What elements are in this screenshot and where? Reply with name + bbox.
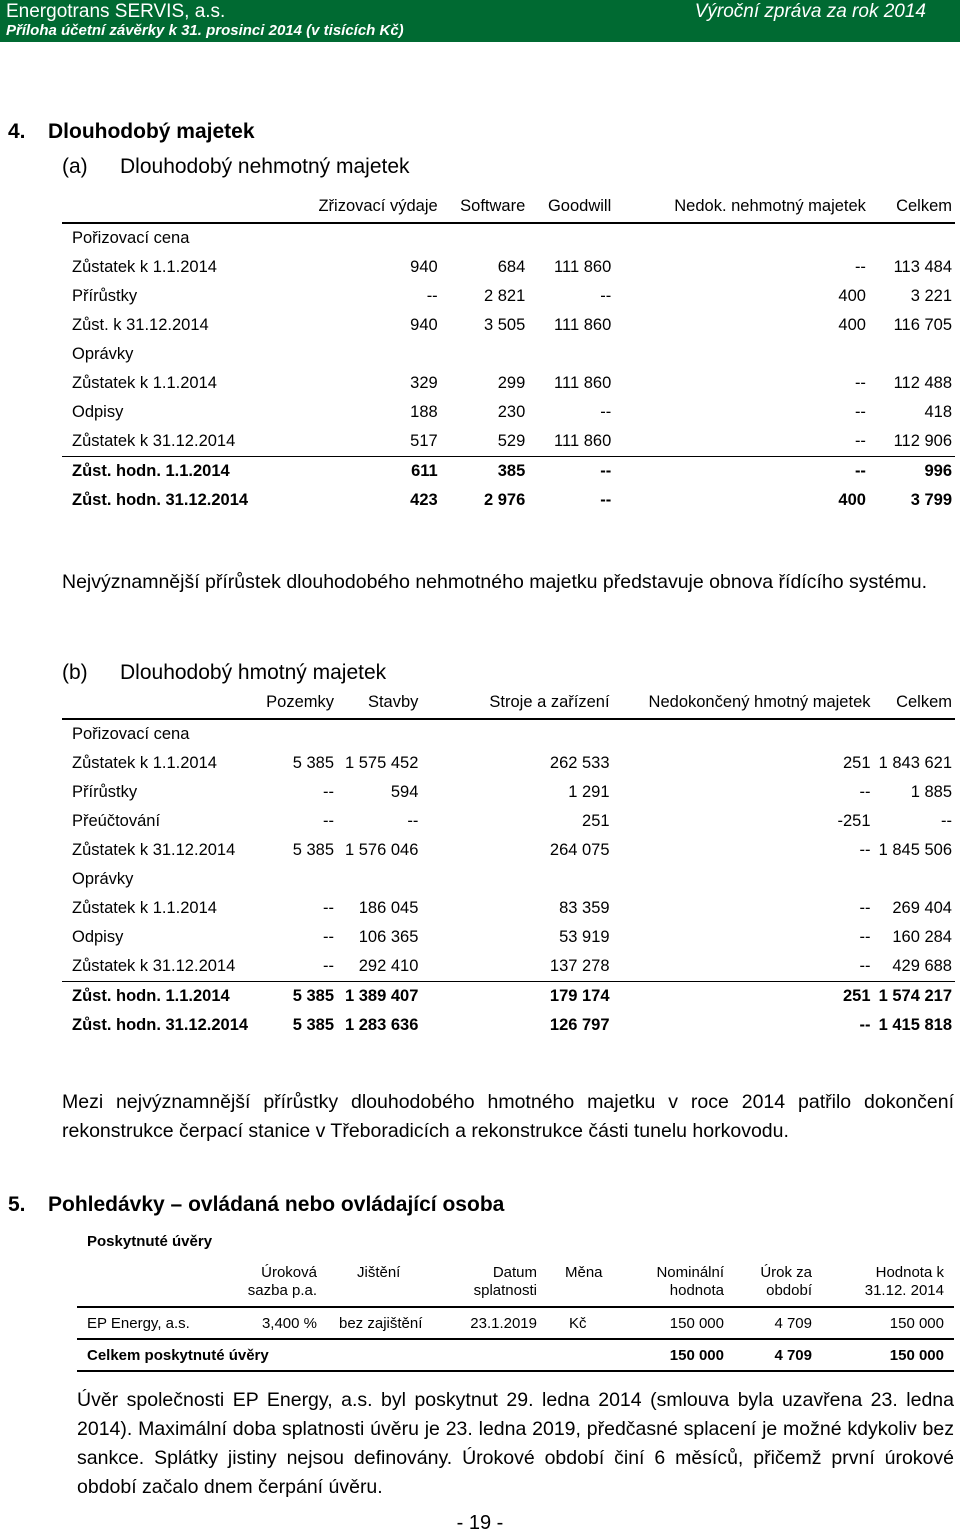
- row-label: Přírůstky: [72, 287, 138, 305]
- col-header: Goodwill: [528, 196, 614, 223]
- table-cell: 126 797: [549, 1016, 610, 1034]
- table-cell: Kč: [569, 1314, 587, 1332]
- table-cell: 251: [582, 812, 610, 830]
- table-cell: 5 385: [255, 982, 337, 1012]
- table-row: [62, 778, 955, 807]
- table-cell: --: [323, 783, 335, 801]
- table-cell: --: [323, 812, 335, 830]
- row-label: Zůst. hodn. 31.12.2014: [72, 1016, 249, 1034]
- table-cell: [874, 719, 956, 749]
- row-label: Oprávky: [72, 870, 134, 888]
- table-row: [62, 253, 955, 282]
- table-cell: [255, 719, 337, 749]
- table-cell: 2 821: [483, 287, 526, 305]
- table-cell: 179 174: [421, 982, 612, 1012]
- table-row: [62, 340, 955, 369]
- table-cell: --: [528, 457, 614, 487]
- table-cell: 611: [258, 457, 440, 487]
- table-cell: 111 860: [554, 258, 612, 276]
- table-cell: 262 533: [549, 754, 610, 772]
- table-cell: 385: [441, 457, 529, 487]
- table-cell: 150 000: [822, 1339, 954, 1371]
- subsection-b-letter: (b): [62, 661, 88, 684]
- table-cell: 517: [410, 432, 438, 450]
- table-cell: 111 860: [554, 374, 612, 392]
- table-cell: 292 410: [358, 957, 419, 975]
- loan-note: Úvěr společnosti EP Energy, a.s. byl poskytnut 29. ledna 2014 (smlouva byla uzavřena 23. ledna 2014). Maximální doba splatnosti úvěru je 23. ledna 2019, předčasné splacení je možné kdykoliv bez sankce. Splátky jistiny nejsou definovány. Úrokové období činí 6 měsíců, přičemž první úrokové období začalo dnem čerpání úvěru.: [77, 1389, 954, 1498]
- table-cell: [258, 340, 440, 369]
- table-cell: 400: [838, 316, 866, 334]
- report-title: Výroční zpráva za rok 2014: [694, 1, 926, 22]
- table-cell: 53 919: [559, 928, 610, 946]
- table-cell: 3 799: [910, 491, 952, 509]
- table-cell: --: [854, 403, 866, 421]
- table-cell: 1 389 407: [337, 982, 421, 1012]
- table-total-row: [77, 1339, 954, 1371]
- table-cell: 594: [390, 783, 419, 801]
- table-cell: -251: [837, 812, 871, 830]
- table-cell: --: [859, 1016, 871, 1034]
- col-header: Software: [441, 196, 529, 223]
- table-cell: 251: [842, 754, 871, 772]
- table-cell: [614, 223, 869, 253]
- table-cell: 3 505: [483, 316, 526, 334]
- table-cell: [613, 719, 874, 749]
- loans-table-title: Poskytnuté úvěry: [87, 1233, 213, 1250]
- table-cell: [258, 223, 440, 253]
- row-label: Zůst. hodn. 1.1.2014: [62, 982, 255, 1012]
- table-cell: 230: [497, 403, 526, 421]
- table-row: [62, 311, 955, 340]
- table-cell: [874, 865, 956, 894]
- tangible-assets-table: [62, 692, 955, 1040]
- table-cell: 106 365: [358, 928, 419, 946]
- table-cell: 1 291: [568, 783, 610, 801]
- section-4-title: Dlouhodobý majetek: [48, 120, 255, 143]
- table-cell: [421, 865, 612, 894]
- table-cell: 5 385: [292, 841, 335, 859]
- col-header: Pozemky: [255, 692, 337, 719]
- report-subtitle: Příloha účetní závěrky k 31. prosinci 2014 (v tisících Kč): [6, 22, 404, 39]
- table-cell: --: [854, 432, 866, 450]
- tangible-note: Mezi nejvýznamnější přírůstky dlouhodobého hmotného majetku v roce 2014 patřilo dokončení rekonstrukce čerpací stanice v Třeboradicích a rekonstrukce části tunelu horkovodu.: [62, 1091, 954, 1142]
- col-header: Nedok. nehmotný majetek: [614, 196, 869, 223]
- table-cell: --: [407, 812, 419, 830]
- table-cell: 2 976: [483, 491, 526, 509]
- table-cell: 1 283 636: [345, 1016, 419, 1034]
- table-header-row: [62, 692, 955, 719]
- col-header: Úroková sazba p.a.: [237, 1264, 327, 1307]
- col-header: Hodnota k 31.12. 2014: [822, 1264, 954, 1307]
- table-header-row: [77, 1264, 954, 1307]
- section-5-number: 5.: [8, 1193, 26, 1216]
- row-label: Pořizovací cena: [72, 229, 190, 247]
- table-row: [62, 749, 955, 778]
- col-header: Úrok za období: [734, 1264, 822, 1307]
- table-cell: 3 221: [910, 287, 952, 305]
- table-cell: 1 574 217: [874, 982, 956, 1012]
- table-cell: --: [859, 899, 871, 917]
- table-cell: [255, 865, 337, 894]
- col-header: Nedokončený hmotný majetek: [613, 692, 874, 719]
- col-header: Měna: [547, 1264, 629, 1307]
- table-cell: 4 709: [734, 1339, 822, 1371]
- table-row: [62, 223, 955, 253]
- page-number: - 19 -: [456, 1512, 504, 1534]
- row-label: Zůst. hodn. 1.1.2014: [62, 457, 258, 487]
- loans-table: [77, 1264, 954, 1372]
- table-row: [62, 807, 955, 836]
- table-cell: 113 484: [893, 258, 952, 276]
- table-cell: --: [600, 403, 612, 421]
- table-cell: --: [614, 457, 869, 487]
- table-cell: 4 709: [774, 1314, 812, 1332]
- table-cell: 1 415 818: [878, 1016, 952, 1034]
- table-cell: --: [854, 258, 866, 276]
- table-cell: 1 843 621: [878, 754, 952, 772]
- table-cell: [869, 223, 955, 253]
- table-cell: 251: [613, 982, 874, 1012]
- section-4-number: 4.: [8, 120, 26, 143]
- table-row: [62, 282, 955, 311]
- row-label: Pořizovací cena: [72, 725, 190, 743]
- table-cell: [613, 865, 874, 894]
- table-cell: --: [323, 928, 335, 946]
- table-cell: bez zajištění: [339, 1314, 423, 1332]
- table-cell: 150 000: [629, 1339, 734, 1371]
- table-cell: [441, 223, 529, 253]
- table-cell: 112 906: [893, 432, 952, 450]
- table-cell: --: [323, 899, 335, 917]
- table-row: [62, 457, 955, 487]
- table-cell: [337, 719, 421, 749]
- table-row: [62, 486, 955, 515]
- table-cell: [421, 719, 612, 749]
- table-row: [62, 982, 955, 1012]
- row-label: Zůstatek k 31.12.2014: [72, 432, 236, 450]
- row-label: Zůstatek k 1.1.2014: [72, 899, 217, 917]
- col-header: Stavby: [337, 692, 421, 719]
- table-cell: 1 885: [910, 783, 952, 801]
- col-header: Nominální hodnota: [629, 1264, 734, 1307]
- table-cell: --: [859, 928, 871, 946]
- table-cell: 429 688: [892, 957, 952, 975]
- table-cell: --: [859, 783, 871, 801]
- col-header: Celkem: [869, 196, 955, 223]
- table-cell: [528, 340, 614, 369]
- table-cell: 684: [497, 258, 526, 276]
- subsection-a-letter: (a): [62, 155, 88, 178]
- table-header-row: [62, 196, 955, 223]
- table-row: [62, 923, 955, 952]
- col-header: Zřizovací výdaje: [258, 196, 440, 223]
- row-label: Zůstatek k 1.1.2014: [72, 754, 217, 772]
- company-name: Energotrans SERVIS, a.s.: [6, 1, 226, 22]
- subsection-a-title: Dlouhodobý nehmotný majetek: [120, 155, 410, 178]
- table-cell: 423: [410, 491, 438, 509]
- table-cell: 83 359: [559, 899, 610, 917]
- row-label: Přírůstky: [72, 783, 138, 801]
- table-cell: 111 860: [554, 432, 612, 450]
- col-header: Datum splatnosti: [447, 1264, 547, 1307]
- section-5-title: Pohledávky – ovládaná nebo ovládající osoba: [48, 1193, 505, 1216]
- table-row: [62, 865, 955, 894]
- table-cell: --: [600, 491, 612, 509]
- table-cell: --: [323, 957, 335, 975]
- col-header: Celkem: [874, 692, 956, 719]
- table-cell: 418: [924, 403, 952, 421]
- table-cell: --: [854, 374, 866, 392]
- table-cell: 150 000: [889, 1314, 944, 1332]
- table-cell: 400: [838, 491, 866, 509]
- row-label: Zůstatek k 31.12.2014: [72, 841, 236, 859]
- table-cell: 186 045: [358, 899, 419, 917]
- table-cell: 529: [497, 432, 526, 450]
- table-row: [62, 398, 955, 427]
- table-cell: 5 385: [292, 754, 335, 772]
- table-cell: [614, 340, 869, 369]
- table-cell: --: [859, 841, 871, 859]
- table-cell: 269 404: [892, 899, 952, 917]
- table-cell: [337, 865, 421, 894]
- row-label: Zůstatek k 1.1.2014: [72, 374, 217, 392]
- table-cell: 137 278: [549, 957, 610, 975]
- table-cell: 116 705: [893, 316, 952, 334]
- table-cell: --: [600, 287, 612, 305]
- header-bar: [0, 0, 960, 42]
- row-label: Zůstatek k 31.12.2014: [72, 957, 236, 975]
- table-row: [62, 836, 955, 865]
- row-label: Přeúčtování: [72, 812, 161, 830]
- table-cell: --: [426, 287, 438, 305]
- table-cell: 400: [838, 287, 866, 305]
- table-cell: 264 075: [549, 841, 610, 859]
- table-cell: 940: [410, 258, 438, 276]
- row-label: Zůstatek k 1.1.2014: [72, 258, 217, 276]
- col-header: Jištění: [327, 1264, 447, 1307]
- table-cell: 112 488: [893, 374, 952, 392]
- table-cell: 940: [410, 316, 438, 334]
- loan-debtor: EP Energy, a.s.: [87, 1314, 190, 1332]
- table-cell: 329: [410, 374, 438, 392]
- total-label: Celkem poskytnuté úvěry: [77, 1339, 629, 1371]
- table-cell: 3,400 %: [261, 1314, 317, 1332]
- table-cell: 150 000: [669, 1314, 724, 1332]
- table-cell: 111 860: [554, 316, 612, 334]
- row-label: Zůst. k 31.12.2014: [72, 316, 209, 334]
- table-cell: 1 576 046: [345, 841, 419, 859]
- table-cell: 1 575 452: [345, 754, 419, 772]
- row-label: Odpisy: [72, 403, 124, 421]
- table-cell: 188: [410, 403, 438, 421]
- subsection-b-title: Dlouhodobý hmotný majetek: [120, 661, 387, 684]
- col-header: Stroje a zařízení: [421, 692, 612, 719]
- table-row: [62, 894, 955, 923]
- intangible-assets-table: [62, 196, 955, 515]
- table-cell: [441, 340, 529, 369]
- table-cell: --: [941, 812, 952, 830]
- table-row: [62, 427, 955, 457]
- table-row: [62, 1011, 955, 1040]
- table-cell: 5 385: [292, 1016, 335, 1034]
- intangible-note: Nejvýznamnější přírůstek dlouhodobého nehmotného majetku představuje obnova řídícího systému.: [62, 571, 927, 593]
- table-cell: 160 284: [892, 928, 952, 946]
- table-cell: [869, 340, 955, 369]
- table-row: [62, 952, 955, 982]
- table-row: [62, 719, 955, 749]
- row-label: Odpisy: [72, 928, 124, 946]
- table-cell: 1 845 506: [878, 841, 952, 859]
- table-cell: 299: [497, 374, 526, 392]
- table-row: [62, 369, 955, 398]
- table-cell: --: [859, 957, 871, 975]
- table-row: [77, 1307, 954, 1339]
- table-cell: [528, 223, 614, 253]
- table-cell: 23.1.2019: [470, 1314, 537, 1332]
- row-label: Zůst. hodn. 31.12.2014: [72, 491, 249, 509]
- table-cell: 996: [869, 457, 955, 487]
- row-label: Oprávky: [72, 345, 134, 363]
